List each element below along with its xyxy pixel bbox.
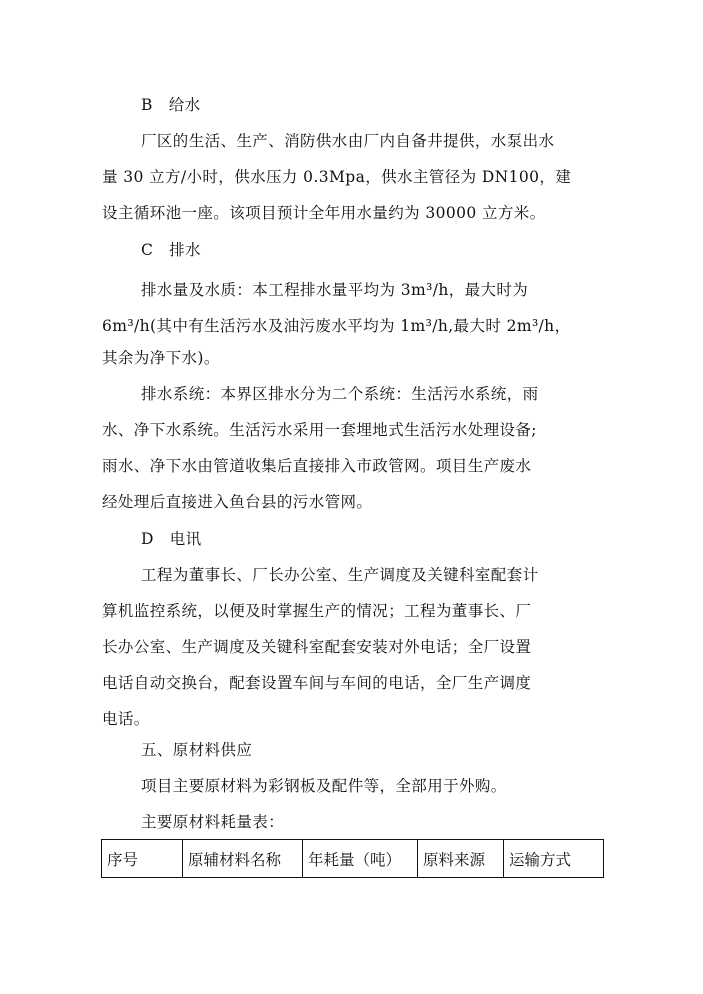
paragraph-line: 6m³/h(其中有生活污水及油污废水平均为 1m³/h,最大时 2m³/h， (102, 317, 571, 335)
paragraph-line: 排水量及水质：本工程排水量平均为 3m³/h，最大时为 (141, 281, 529, 299)
paragraph-line: 水、净下水系统。生活污水采用一套埋地式生活污水处理设备; (102, 421, 537, 439)
table-header-row (102, 840, 604, 878)
header-material-name: 原辅材料名称 (183, 840, 303, 878)
section-heading-water-supply: B 给水 (141, 96, 201, 114)
paragraph-line: 项目主要原材料为彩钢板及配件等，全部用于外购。 (141, 777, 507, 795)
paragraph-line: 设主循环池一座。该项目预计全年用水量约为 30000 立方米。 (102, 204, 546, 222)
paragraph-line: 经处理后直接进入鱼台县的污水管网。 (102, 493, 373, 511)
paragraph-line: 算机监控系统，以便及时掌握生产的情况；工程为董事长、厂 (102, 602, 532, 620)
section-heading-raw-materials: 五、原材料供应 (141, 741, 253, 759)
header-material-source: 原料来源 (418, 840, 504, 878)
raw-material-table (101, 839, 604, 878)
paragraph-line: 排水系统：本界区排水分为二个系统：生活污水系统，雨 (141, 385, 539, 403)
paragraph-line: 电话。 (102, 710, 150, 728)
header-index: 序号 (102, 840, 183, 878)
header-annual-consumption: 年耗量（吨） (303, 840, 418, 878)
table-caption: 主要原材料耗量表： (141, 813, 285, 831)
section-heading-drainage: C 排水 (141, 241, 201, 259)
paragraph-line: 长办公室、生产调度及关键科室配套安装对外电话；全厂设置 (102, 638, 532, 656)
paragraph-line: 量 30 立方/小时，供水压力 0.3Mpa，供水主管径为 DN100，建 (102, 168, 572, 186)
section-heading-telecom: D 电讯 (141, 530, 202, 548)
paragraph-line: 其余为净下水)。 (102, 349, 220, 367)
paragraph-line: 厂区的生活、生产、消防供水由厂内自备井提供，水泵出水 (141, 132, 555, 150)
paragraph-line: 电话自动交换台，配套设置车间与车间的电话，全厂生产调度 (102, 674, 532, 692)
header-transport-method: 运输方式 (504, 840, 604, 878)
paragraph-line: 雨水、净下水由管道收集后直接排入市政管网。项目生产废水 (102, 457, 532, 475)
paragraph-line: 工程为董事长、厂长办公室、生产调度及关键科室配套计 (141, 566, 539, 584)
